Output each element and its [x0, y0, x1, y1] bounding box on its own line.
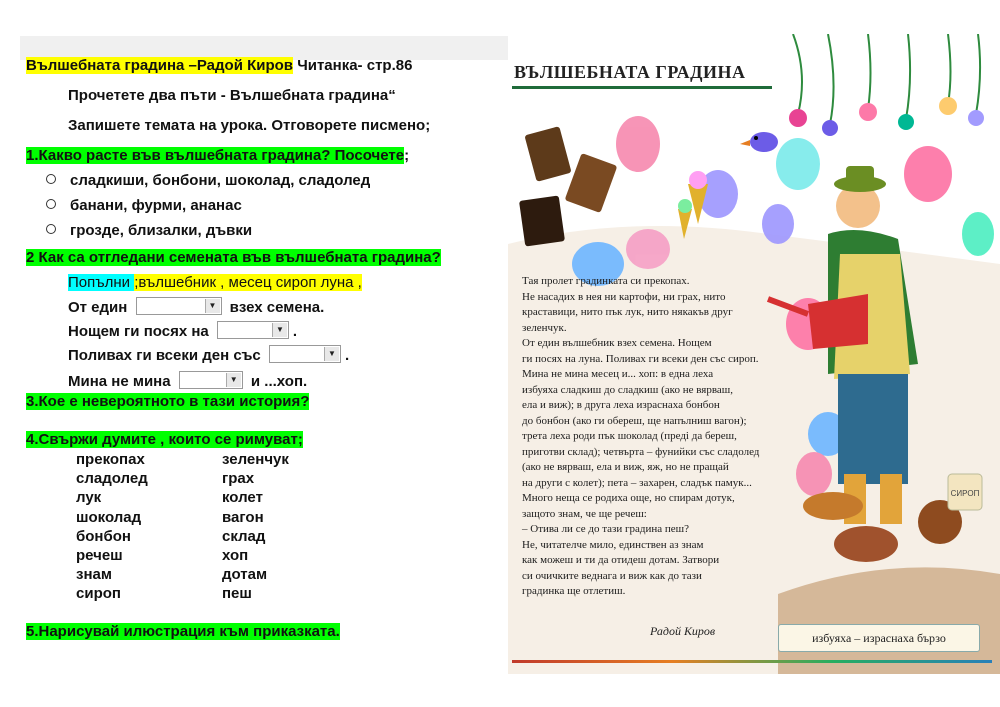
story-line: Не, читателче мило, единствен аз знам [522, 538, 704, 551]
rhyme-left-word[interactable]: сладолед [76, 470, 148, 487]
rhyme-left-word[interactable]: бонбон [76, 528, 131, 545]
story-line: ела и виж); в друга леха израснаха бонбон [522, 399, 720, 411]
rhyme-right-word[interactable]: грах [222, 470, 255, 487]
rhyme-right-word[interactable]: хоп [222, 547, 249, 564]
fill-sentence-2-before: Нощем ги посях на [68, 323, 213, 340]
story-line: краставици, нито пък лук, нито някакъв друг [522, 306, 733, 318]
story-line: на други с колет); пета – захарен, сладък памук... [522, 476, 752, 489]
worksheet-title: Вълшебната градина –Радой Киров [26, 57, 294, 74]
reader-reference: Читанка- стр.86 [293, 57, 413, 74]
story-author: Радой Киров [650, 624, 716, 638]
story-line: си очичките веднага и виж как до тази [522, 569, 702, 582]
story-line: как можеш и ти да отидеш дотам. Затвори [522, 554, 720, 566]
fill-sentence-1-before: От един [68, 299, 132, 316]
story-line: – Отива ли се до тази градина пеш? [522, 523, 690, 535]
story-line: зеленчук. [522, 321, 567, 334]
rhyme-left-word[interactable]: шоколад [76, 509, 142, 526]
question-1 [26, 146, 409, 166]
fill-instruction [68, 273, 362, 293]
rhyme-left-word[interactable]: сироп [76, 585, 121, 602]
story-line: Мина не мина месец и... хоп: в една леха [522, 368, 714, 380]
story-line: защото знам, че ще речеш: [522, 507, 647, 520]
book-title: ВЪЛШЕБНАТА ГРАДИНА [514, 62, 746, 82]
question-2 [26, 248, 441, 268]
fill-sentence-4 [68, 372, 307, 392]
story-line: ги посях на луна. Поливах ги всеки ден със сироп. [522, 352, 759, 365]
fill-sentence-3-after: . [344, 347, 350, 364]
q1-option-2-label: банани, фурми, ананас [70, 197, 242, 214]
question-3 [26, 392, 309, 412]
story-line: Много неща се родиха още, но спирам дотук, [522, 492, 735, 504]
story-line: трета леха роди пък шоколад (предi да береш, [522, 430, 737, 442]
question-1-text: 1.Какво расте във вълшебната градина? Посочете [26, 147, 405, 164]
question-4-text: 4.Свържи думите , които се римуват; [26, 431, 303, 448]
fill-word-bank: ;вълшебник , месец сироп луна , [134, 274, 362, 291]
instruction-write-topic: Запишете темата на урока. Отговорете писмено; [68, 117, 431, 134]
instruction-read-twice: Прочетете два пъти - Вълшебната градина“ [68, 87, 396, 104]
fill-sentence-2-after: . [292, 323, 298, 340]
syrup-jar-label: СИРОП [950, 489, 980, 498]
story-line: приготви склад); четвърта – фунийки със сладолед [522, 445, 760, 458]
rhyme-right-word[interactable]: колет [222, 489, 263, 506]
q1-option-1-label: сладкиши, бонбони, шоколад, сладолед [70, 172, 371, 189]
question-5 [26, 622, 340, 642]
rhyme-left-word[interactable]: лук [76, 489, 102, 506]
rhyme-left-word[interactable]: речеш [76, 547, 123, 564]
radio-circle-icon[interactable] [46, 224, 56, 234]
worksheet-title-line [26, 56, 412, 76]
glossary-box: избуяха – израснаха бързо [778, 624, 980, 652]
q1-option-3-label: грозде, близалки, дъвки [70, 222, 253, 239]
chevron-down-icon[interactable]: ▼ [205, 299, 220, 313]
rhyme-right-word[interactable]: зеленчук [222, 451, 289, 468]
q1-option-3[interactable] [46, 221, 252, 241]
question-5-text: 5.Нарисувай илюстрация към приказката. [26, 623, 340, 640]
story-line: градинка ще отлетиш. [522, 585, 626, 597]
question-2-text: 2 Как са отгледани семената във вълшебната градина? [26, 249, 441, 266]
chevron-down-icon[interactable]: ▼ [324, 347, 339, 361]
story-line: до бонбон (ако ги обереш, ще напълниш вагон); [522, 414, 747, 427]
radio-circle-icon[interactable] [46, 174, 56, 184]
rhyme-right-word[interactable]: дотам [222, 566, 268, 583]
fill-sentence-2 [68, 322, 297, 342]
fill-sentence-4-after: и ...хоп. [246, 373, 308, 390]
fill-sentence-3-before: Поливах ги всеки ден със [68, 347, 265, 364]
rhyme-left-word[interactable]: знам [76, 566, 112, 583]
fill-sentence-3 [68, 346, 349, 366]
question-4 [26, 430, 303, 450]
question-3-text: 3.Кое е невероятното в тази история? [26, 393, 310, 410]
reader-page [508, 34, 1000, 674]
chevron-down-icon[interactable]: ▼ [272, 323, 287, 337]
title-divider [512, 86, 772, 89]
fill-sentence-4-before: Мина не мина [68, 373, 175, 390]
page-footer-rule [512, 660, 992, 663]
q1-option-1[interactable] [46, 171, 370, 191]
rhyme-left-word[interactable]: прекопах [76, 451, 145, 468]
chevron-down-icon[interactable]: ▼ [226, 373, 241, 387]
q1-option-2[interactable] [46, 196, 242, 216]
story-line: Тая пролет градинката си прекопах. [522, 275, 690, 287]
rhyme-pairs [26, 450, 426, 610]
fill-sentence-1 [68, 298, 324, 318]
worksheet [26, 0, 506, 707]
fill-label: Попълни [68, 274, 135, 291]
fill-dropdown-3[interactable] [269, 345, 341, 363]
story-line: избуяха сладкиш до сладкиш (ако не вярваш, [522, 383, 733, 396]
story-line: Не насадих в нея ни картофи, ни грах, нито [522, 290, 726, 303]
rhyme-right-word[interactable]: склад [222, 528, 266, 545]
rhyme-right-word[interactable]: пеш [222, 585, 252, 602]
story-line: От един вълшебник взех семена. Нощем [522, 337, 712, 349]
story-text [522, 274, 792, 600]
fill-dropdown-4[interactable] [179, 371, 243, 389]
fill-sentence-1-after: взех семена. [225, 299, 325, 316]
question-1-tail: ; [404, 147, 410, 164]
radio-circle-icon[interactable] [46, 199, 56, 209]
rhyme-right-word[interactable]: вагон [222, 509, 264, 526]
bird-icon [740, 132, 778, 152]
fill-dropdown-1[interactable] [136, 297, 222, 315]
story-line: (ако не вярваш, ела и виж, яж, но не пращай [522, 461, 729, 473]
fill-dropdown-2[interactable] [217, 321, 289, 339]
